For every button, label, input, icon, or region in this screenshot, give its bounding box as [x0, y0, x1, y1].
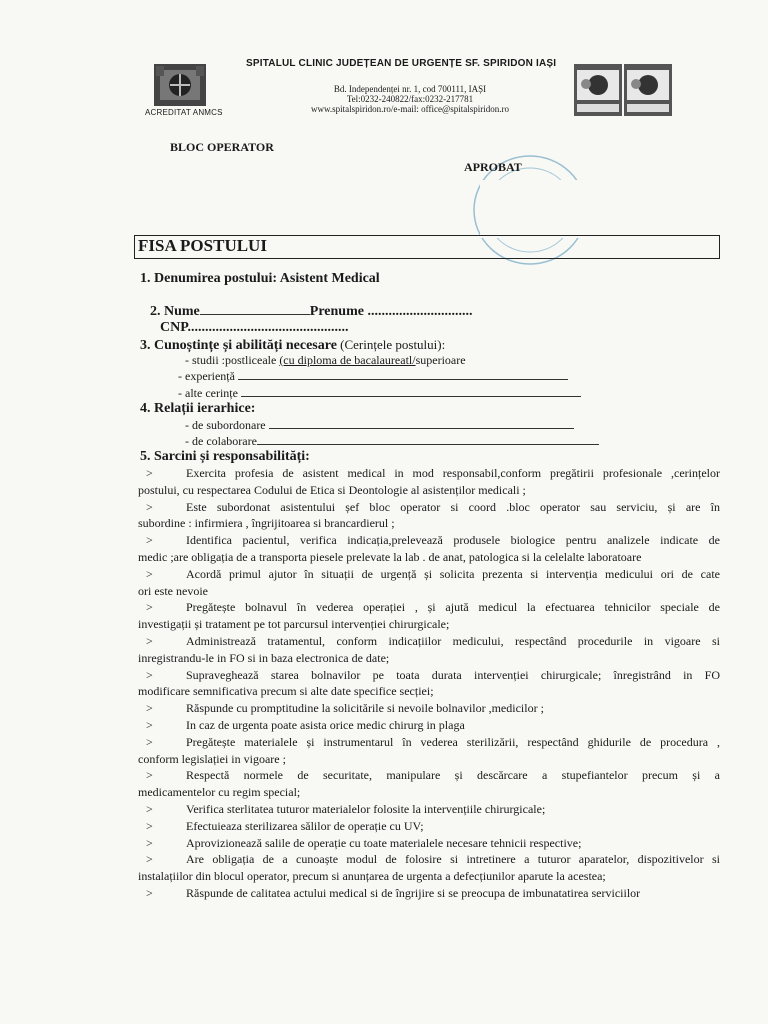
bullet-icon: >	[146, 768, 153, 783]
name-blank	[200, 304, 310, 315]
logo-caption: ACREDITAT ANMCS	[145, 108, 223, 117]
bullet-icon: >	[146, 734, 153, 749]
approval-label: APROBAT	[464, 160, 522, 174]
section-3-header	[140, 336, 445, 354]
document-title: FISA POSTULUI	[138, 236, 267, 255]
other-requirements	[178, 386, 581, 401]
hospital-name: SPITALUL CLINIC JUDEȚEAN DE URGENȚE SF. SPIRIDON IAȘI	[246, 58, 557, 69]
task-line: medic ;are obligația de a transporta piesele prelevate la lab . de anat, patologica si la celelalte laboratoare	[138, 550, 642, 564]
web-line: www.spitalspiridon.ro/e-mail: office@spitalspiridon.ro	[310, 104, 509, 114]
section-2-name	[150, 304, 472, 320]
cnp-field: CNP..............................................	[160, 320, 349, 335]
bullet-icon: >	[146, 718, 153, 732]
other-label: - alte cerințe	[178, 386, 238, 400]
bullet-icon: >	[146, 499, 153, 514]
section-3-note: (Cerințele postului):	[336, 337, 446, 352]
bullet-icon: >	[146, 566, 153, 581]
task-line: modificare semnificativa precum si alte date specifice secției;	[138, 684, 434, 699]
section-4-label: 4. Relații ierarhice:	[140, 401, 256, 416]
task-line: subordine : infirmiera , îngrijitoarea si brancardierul ;	[138, 516, 395, 531]
bullet-icon: >	[146, 818, 153, 833]
task-line: Administrează tratamentul, conform indicațiilor medicului, respectând procedurile in vigoare si	[186, 634, 720, 648]
task-line: Supraveghează starea bolnavilor pe toata durata intervenției chirurgicale; înregistrând in FO	[186, 667, 720, 682]
task-line: Are obligația de a cunoaște modul de folosire si intretinere a tuturor aparatelor, dispozitivelor si	[186, 852, 720, 867]
section-3-label: 3. Cunoștințe și abilități necesare	[140, 338, 337, 353]
collaboration	[185, 434, 599, 449]
certification-logo-icon	[624, 64, 672, 116]
studies-label: - studii :postliceale	[185, 353, 280, 367]
task-line: Aprovizionează salile de operație cu toate materialele necesare tehnicii respective;	[186, 835, 582, 850]
task-line: Pregătește bolnavul în vederea operației , și ajută medicul la efectuarea tehnicilor speciale de	[186, 600, 720, 615]
studies-requirement	[185, 353, 466, 368]
task-line: Efectuieaza sterilizarea sălilor de operație cu UV;	[186, 818, 424, 833]
collaboration-blank	[257, 434, 599, 445]
task-line: Verifica sterlitatea tuturor materialelor folosite la intervențiile chirurgicale;	[186, 802, 546, 816]
department-label: BLOC OPERATOR	[170, 140, 274, 154]
task-line: Exercita profesia de asistent medical in mod responsabil,conform pregătirii profesionale ,cerințelor	[186, 466, 720, 480]
task-line: Acordă primul ajutor în situații de urgență și solicita prezenta si intervenția medicului ori de cate	[186, 566, 720, 581]
surname-label: Prenume ..............................	[309, 304, 473, 319]
section-1-job-title: 1. Denumirea postului: Asistent Medical	[140, 271, 380, 286]
task-line: Identifica pacientul, verifica indicația,prelevează produsele biologice pentru analizele indicate de	[186, 533, 720, 548]
bullet-icon: >	[146, 852, 153, 867]
task-line: Răspunde cu promptitudine la solicitările si nevoile bolnavilor ,medicilor ;	[186, 701, 544, 716]
bullet-icon: >	[146, 533, 153, 548]
collaboration-label: - de colaborare	[185, 434, 257, 448]
bullet-icon: >	[146, 667, 153, 682]
bullet-icon: >	[146, 802, 153, 816]
experience-requirement	[178, 369, 568, 384]
bullet-icon: >	[146, 701, 153, 716]
task-line: Este subordonat asistentului șef bloc operator si coord .bloc operator sau serviciu, și are în	[186, 499, 720, 514]
bullet-icon: >	[146, 634, 153, 648]
task-line: instalațiilor din blocul operator, precum si anunțarea de urgenta a defecțiunilor aparute la acestea;	[138, 869, 606, 884]
other-blank	[241, 386, 581, 397]
subordination	[185, 418, 574, 433]
subordination-label: - de subordonare	[185, 418, 266, 432]
name-label: 2. Nume	[150, 304, 200, 319]
task-line: conform legislației in vigoare ;	[138, 751, 286, 766]
studies-underlined: (cu diploma de bacalaureatl/	[279, 353, 416, 367]
studies-superior: superioare	[415, 353, 466, 367]
task-line: postului, cu respectarea Codului de Etica si Deontologie al asistenților medicali ;	[138, 482, 526, 497]
bullet-icon: >	[146, 886, 153, 900]
bullet-icon: >	[146, 835, 153, 850]
task-line: investigații și tratament pe tot parcursul intervenției chirurgicale;	[138, 617, 450, 632]
task-line: Răspunde de calitatea actului medical si de îngrijire si se preocupa de imbunatatirea serviciilor	[186, 886, 641, 900]
bullet-icon: >	[146, 466, 153, 480]
subordination-blank	[269, 418, 574, 429]
task-line: medicamentelor cu regim special;	[138, 785, 301, 800]
experience-blank	[238, 369, 568, 380]
section-5-label: 5. Sarcini și responsabilități:	[140, 449, 310, 464]
hospital-logo	[150, 62, 210, 110]
task-line: Pregătește materialele și instrumentarul în vederea sterilizării, respectând ghidurile de procedura ,	[186, 734, 720, 749]
task-line: ori este nevoie	[138, 583, 208, 598]
phone-line: Tel:0232-240822/fax:0232-217781	[346, 94, 474, 104]
task-line: inregistrandu-le in FO si in baza electronica de date;	[138, 650, 390, 665]
task-line: In caz de urgenta poate asista orice medic chirurg in plaga	[186, 718, 465, 732]
certification-logo-icon	[574, 64, 622, 116]
hospital-address	[270, 84, 550, 114]
address-line: Bd. Independenței nr. 1, cod 700111, IAȘI	[333, 84, 487, 94]
task-line: Respectă normele de securitate, manipulare și descărcare a stupefiantelor precum și a	[186, 768, 720, 783]
bullet-icon: >	[146, 600, 153, 615]
experience-label: - experiență	[178, 369, 235, 383]
